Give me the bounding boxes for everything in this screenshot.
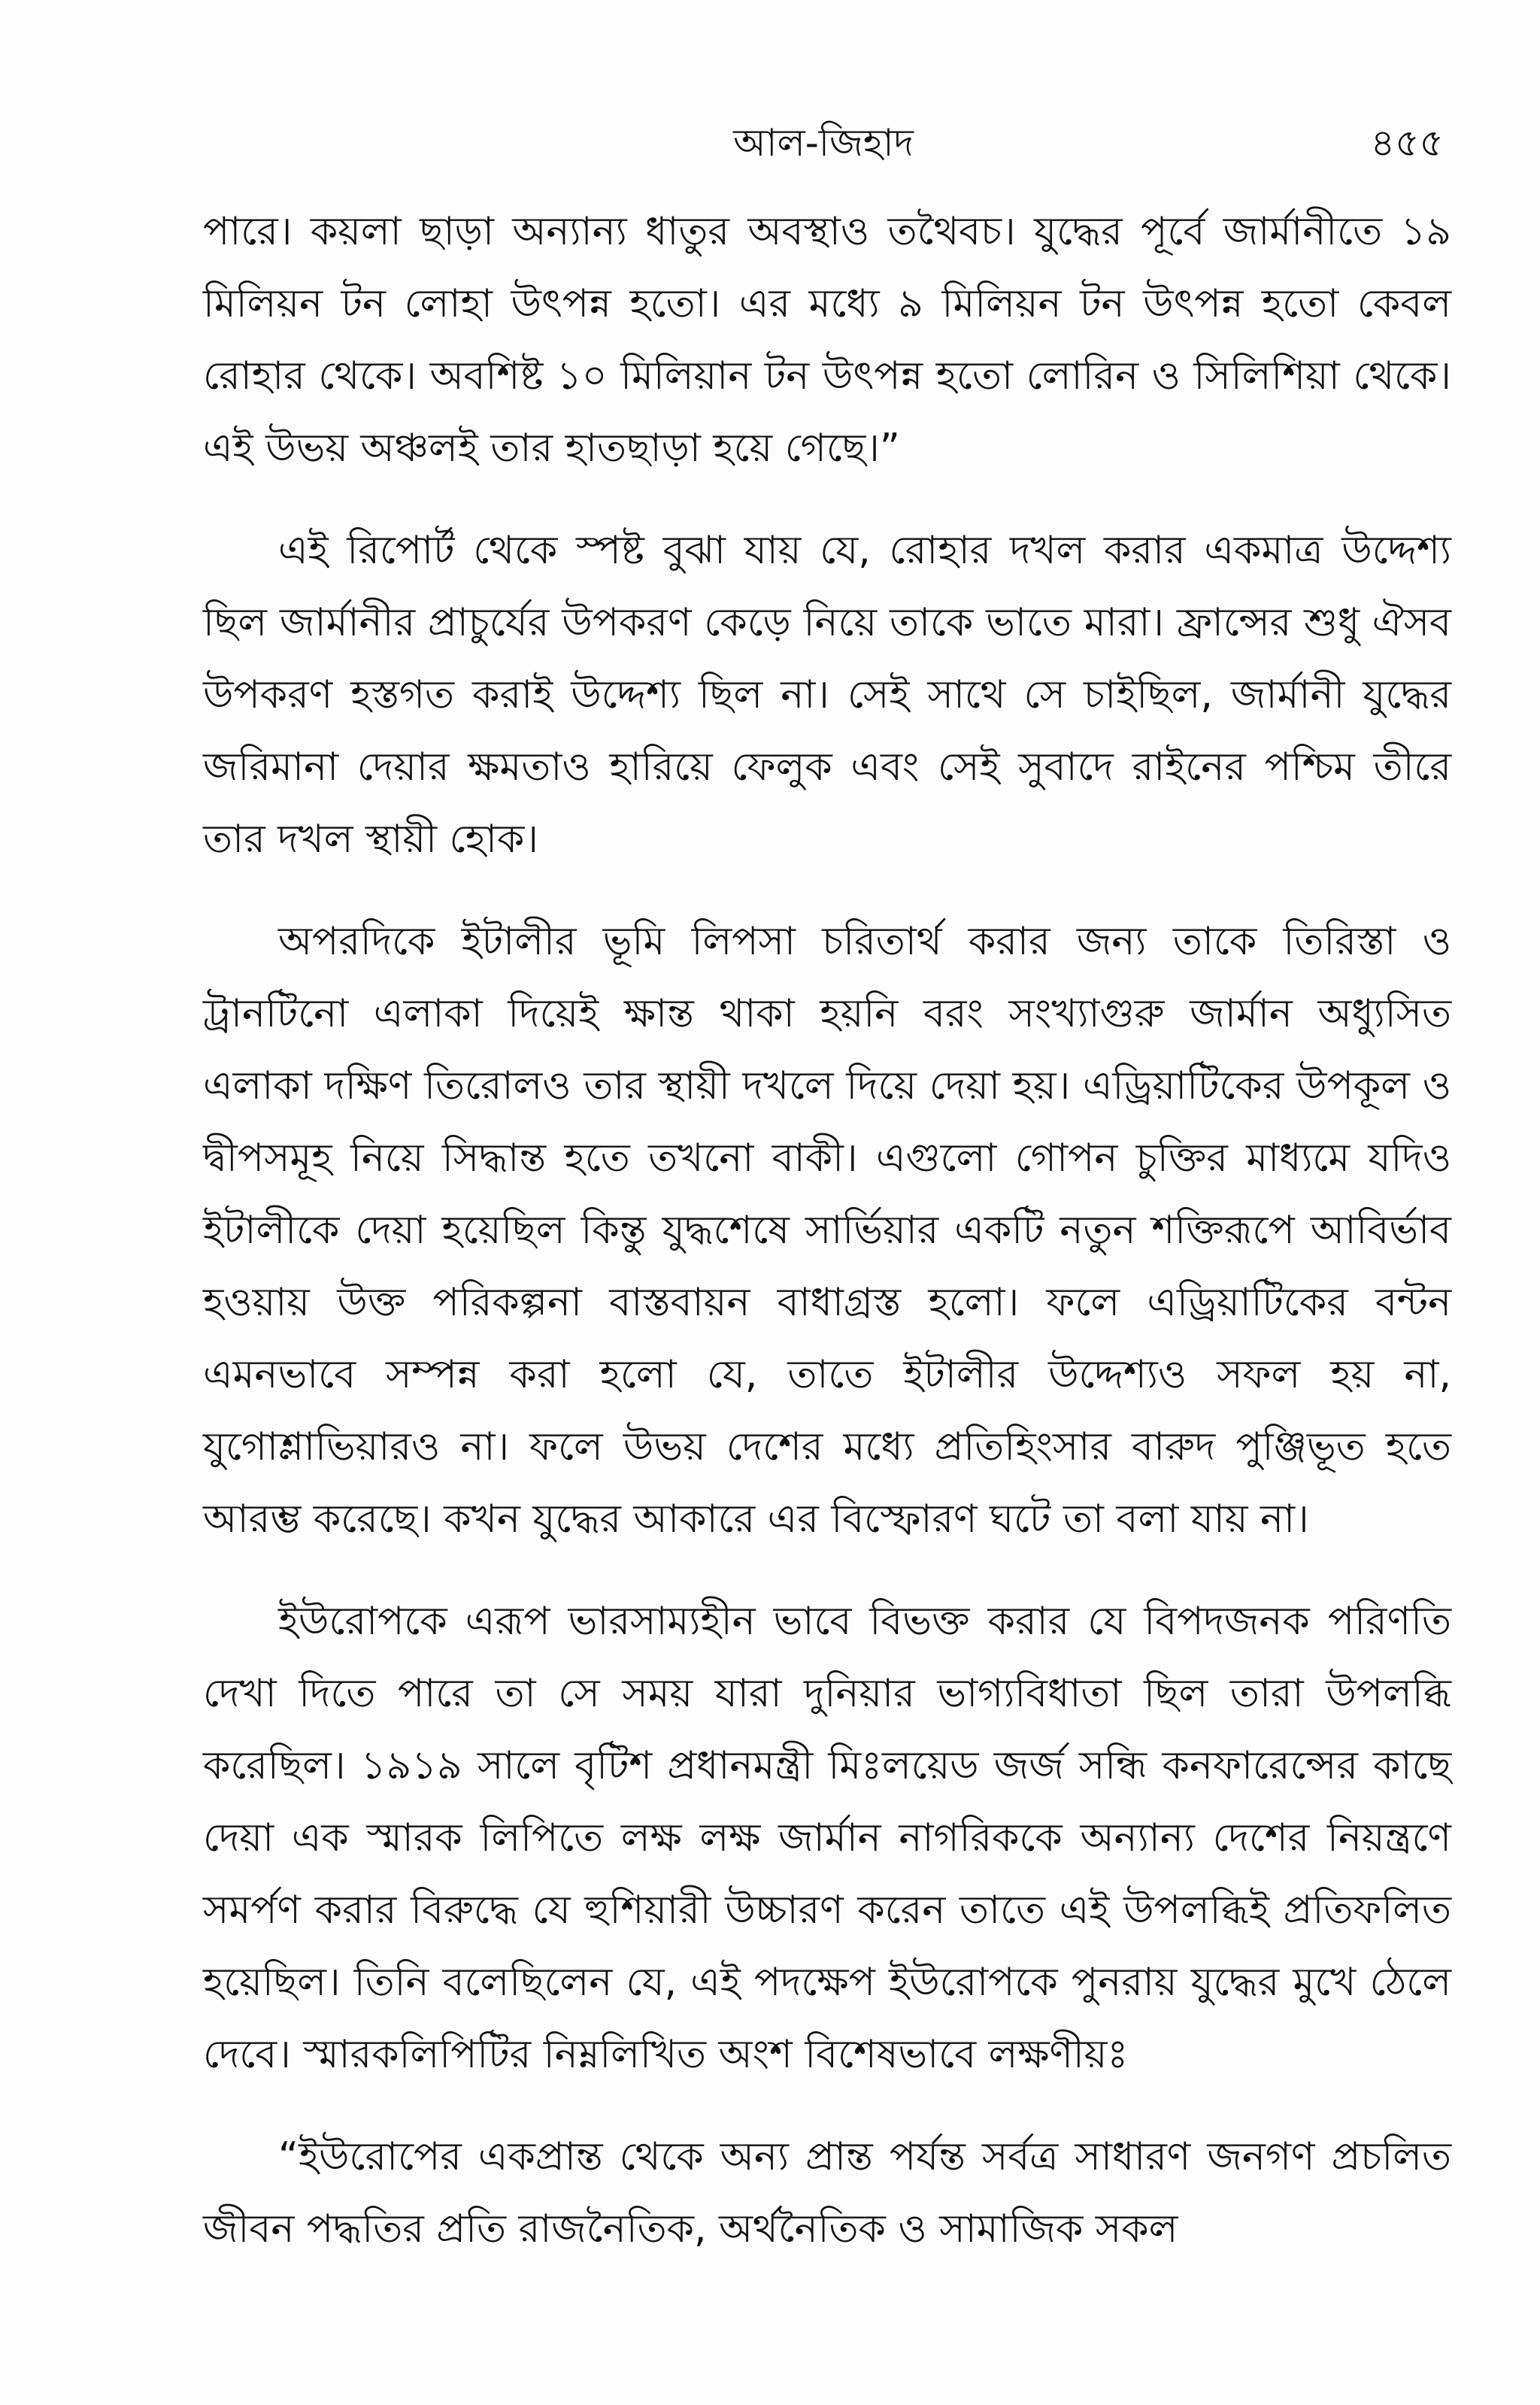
body-text <box>203 196 1451 2265</box>
paragraph-continuation: পারে। কয়লা ছাড়া অন্যান্য ধাতুর অবস্থাও তথৈবচ। যুদ্ধের পূর্বে জার্মানীতে ১৯ মিলিয়ন টন লোহা উৎপন্ন হতো। এর মধ্যে ৯ মিলিয়ন টন উৎপন্ন হতো কেবল রোহার থেকে। অবশিষ্ট ১০ মিলিয়ান টন উৎপন্ন হতো লোরিন ও সিলিশিয়া থেকে। এই উভয় অঞ্চলই তার হাতছাড়া হয়ে গেছে।” <box>203 209 1451 471</box>
paragraph: অপরদিকে ইটালীর ভূমি লিপসা চরিতার্থ করার জন্য তাকে তিরিস্তা ও ট্রানটিনো এলাকা দিয়েই ক্ষান্ত থাকা হয়নি বরং সংখ্যাগুরু জার্মান অধ্যুসিত এলাকা দক্ষিণ তিরোলও তার স্থায়ী দখলে দিয়ে দেয়া হয়। এড্রিয়াটিকের উপকূল ও দ্বীপসমূহ নিয়ে সিদ্ধান্ত হতে তখনো বাকী। এগুলো গোপন চুক্তির মাধ্যমে যদিও ইটালীকে দেয়া হয়েছিল কিন্তু যুদ্ধশেষে সার্ভিয়ার একটি নতুন শক্তিরূপে আবির্ভাব হওয়ায় উক্ত পরিকল্পনা বাস্তবায়ন বাধাগ্রস্ত হলো। ফলে এড্রিয়াটিকের বন্টন এমনভাবে সম্পন্ন করা হলো যে, তাতে ইটালীর উদ্দেশ্যও সফল হয় না, যুগোশ্লাভিয়ারও না। ফলে উভয় দেশের মধ্যে প্রতিহিংসার বারুদ পুঞ্জিভূত হতে আরম্ভ করেছে। কখন যুদ্ধের আকারে এর বিস্ফোরণ ঘটে তা বলা যায় না। <box>203 919 1451 1542</box>
paragraph: এই রিপোর্ট থেকে স্পষ্ট বুঝা যায় যে, রোহার দখল করার একমাত্র উদ্দেশ্য ছিল জার্মানীর প্রাচুর্যের উপকরণ কেড়ে নিয়ে তাকে ভাতে মারা। ফ্রান্সের শুধু ঐসব উপকরণ হস্তগত করাই উদ্দেশ্য ছিল না। সেই সাথে সে চাইছিল, জার্মানী যুদ্ধের জরিমানা দেয়ার ক্ষমতাও হারিয়ে ফেলুক এবং সেই সুবাদে রাইনের পশ্চিম তীরে তার দখল স্থায়ী হোক। <box>203 528 1451 862</box>
page-number: ৪৫৫ <box>1370 121 1444 165</box>
paragraph: ইউরোপকে এরূপ ভারসাম্যহীন ভাবে বিভক্ত করার যে বিপদজনক পরিণতি দেখা দিতে পারে তা সে সময় যারা দুনিয়ার ভাগ্যবিধাতা ছিল তারা উপলব্ধি করেছিল। ১৯১৯ সালে বৃটিশ প্রধানমন্ত্রী মিঃলয়েড জর্জ সন্ধি কনফারেন্সের কাছে দেয়া এক স্মারক লিপিতে লক্ষ লক্ষ জার্মান নাগরিককে অন্যান্য দেশের নিয়ন্ত্রণে সমর্পণ করার বিরুদ্ধে যে হুশিয়ারী উচ্চারণ করেন তাতে এই উপলব্ধিই প্রতিফলিত হয়েছিল। তিনি বলেছিলেন যে, এই পদক্ষেপ ইউরোপকে পুনরায় যুদ্ধের মুখে ঠেলে দেবে। স্মারকলিপিটির নিম্নলিখিত অংশ বিশেষভাবে লক্ষণীয়ঃ <box>203 1599 1451 2077</box>
page-header <box>203 113 1444 173</box>
quoted-paragraph: “ইউরোপের একপ্রান্ত থেকে অন্য প্রান্ত পর্যন্ত সর্বত্র সাধারণ জনগণ প্রচলিত জীবন পদ্ধতির প্রতি রাজনৈতিক, অর্থনৈতিক ও সামাজিক সকল <box>203 2134 1451 2252</box>
running-title: আল-জিহাদ <box>733 121 914 165</box>
